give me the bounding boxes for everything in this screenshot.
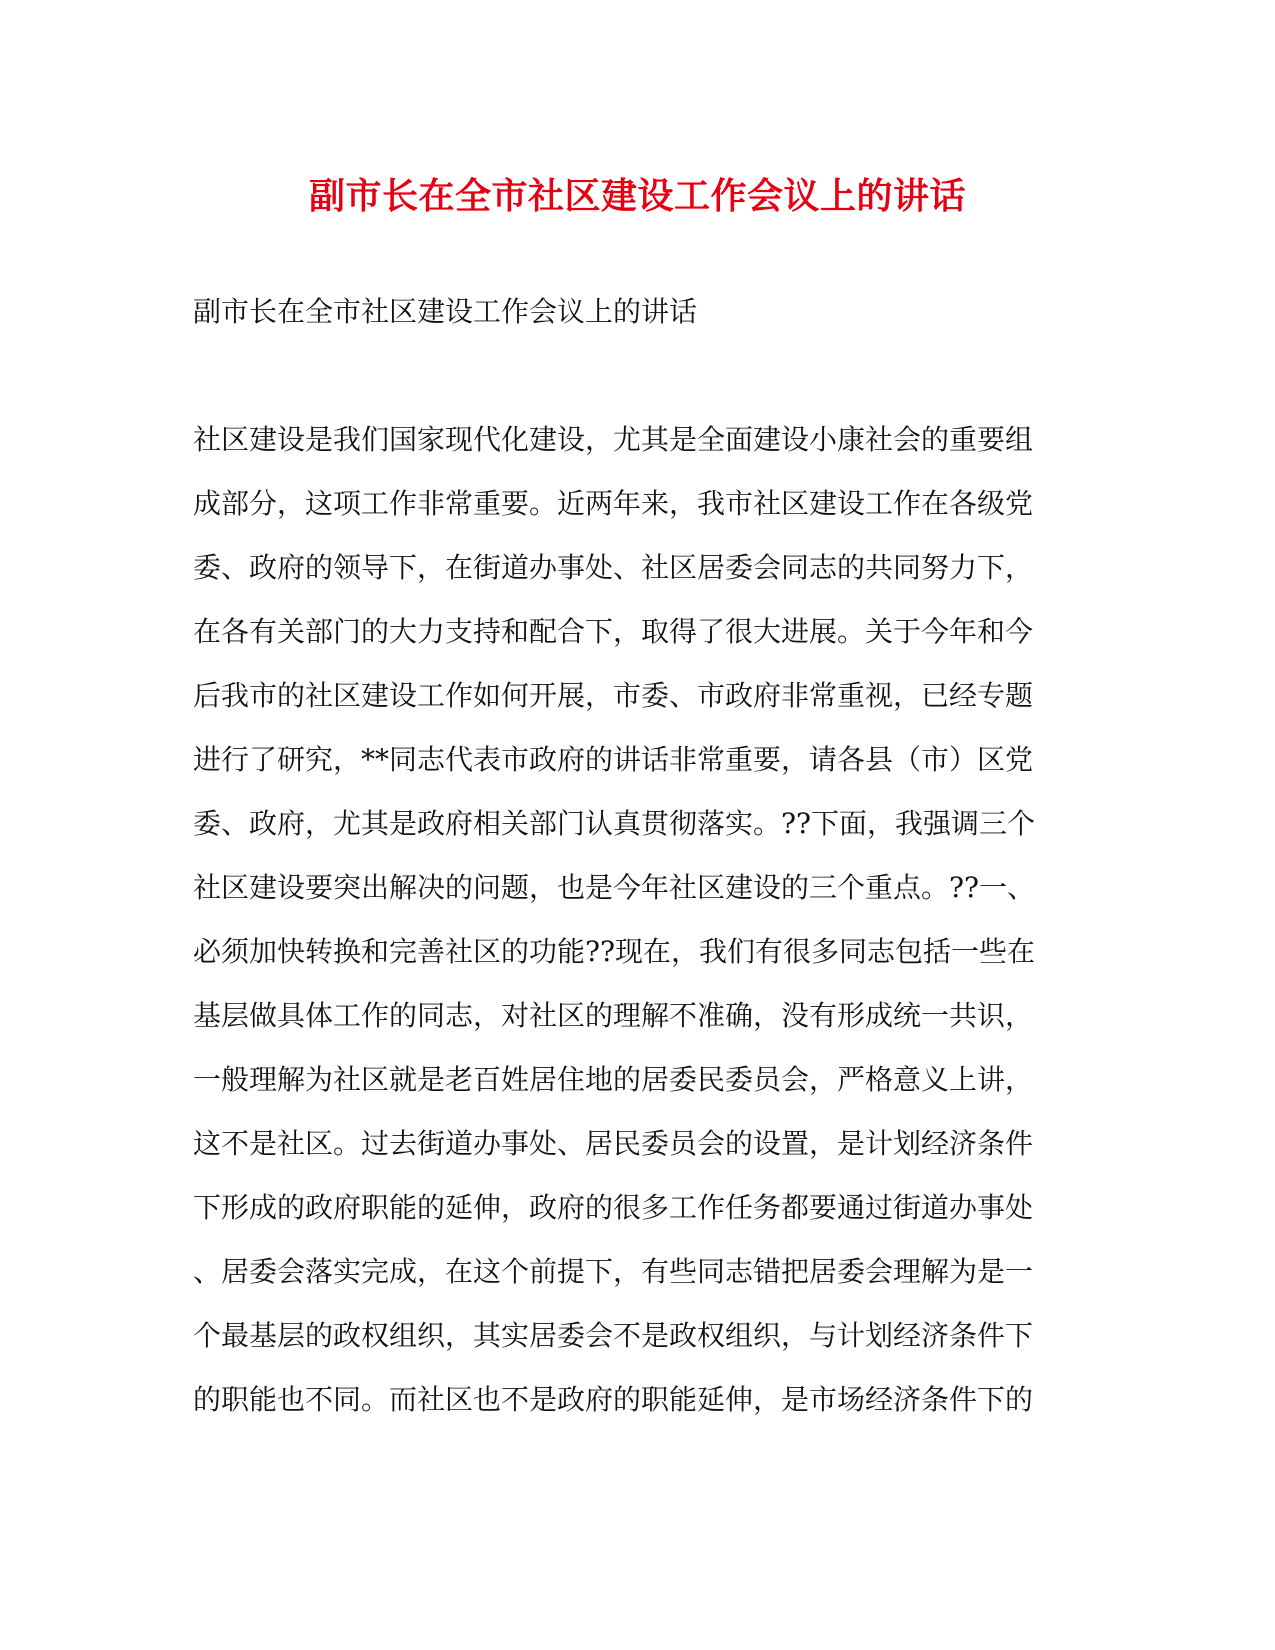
document-title: 副市长在全市社区建设工作会议上的讲话 <box>308 175 966 217</box>
body-line: 个最基层的政权组织，其实居委会不是政权组织，与计划经济条件下 <box>193 1319 1034 1352</box>
body-line: 在各有关部门的大力支持和配合下，取得了很大进展。关于今年和今 <box>193 615 1034 648</box>
body-line: 一般理解为社区就是老百姓居住地的居委民委员会，严格意义上讲， <box>193 1063 1034 1096</box>
body-line: 这不是社区。过去街道办事处、居民委员会的设置，是计划经济条件 <box>193 1127 1034 1160</box>
body-line: 必须加快转换和完善社区的功能??现在，我们有很多同志包括一些在 <box>193 935 1036 968</box>
body-line: 成部分，这项工作非常重要。近两年来，我市社区建设工作在各级党 <box>193 487 1034 520</box>
body-line: 的职能也不同。而社区也不是政府的职能延伸，是市场经济条件下的 <box>193 1383 1034 1416</box>
body-line: 、居委会落实完成，在这个前提下，有些同志错把居委会理解为是一 <box>193 1255 1034 1288</box>
body-line: 社区建设是我们国家现代化建设，尤其是全面建设小康社会的重要组 <box>193 423 1034 456</box>
body-line: 社区建设要突出解决的问题，也是今年社区建设的三个重点。??一、 <box>193 871 1036 904</box>
body-line: 进行了研究，**同志代表市政府的讲话非常重要，请各县（市）区党 <box>193 743 1034 776</box>
body-line: 后我市的社区建设工作如何开展，市委、市政府非常重视，已经专题 <box>193 679 1034 712</box>
body-text <box>193 420 1073 1444</box>
body-line: 基层做具体工作的同志，对社区的理解不准确，没有形成统一共识， <box>193 999 1034 1032</box>
body-line: 下形成的政府职能的延伸，政府的很多工作任务都要通过街道办事处 <box>193 1191 1034 1224</box>
body-line: 委、政府，尤其是政府相关部门认真贯彻落实。??下面，我强调三个 <box>193 807 1036 840</box>
document-subtitle: 副市长在全市社区建设工作会议上的讲话 <box>193 295 698 328</box>
body-line: 委、政府的领导下，在街道办事处、社区居委会同志的共同努力下， <box>193 551 1034 584</box>
